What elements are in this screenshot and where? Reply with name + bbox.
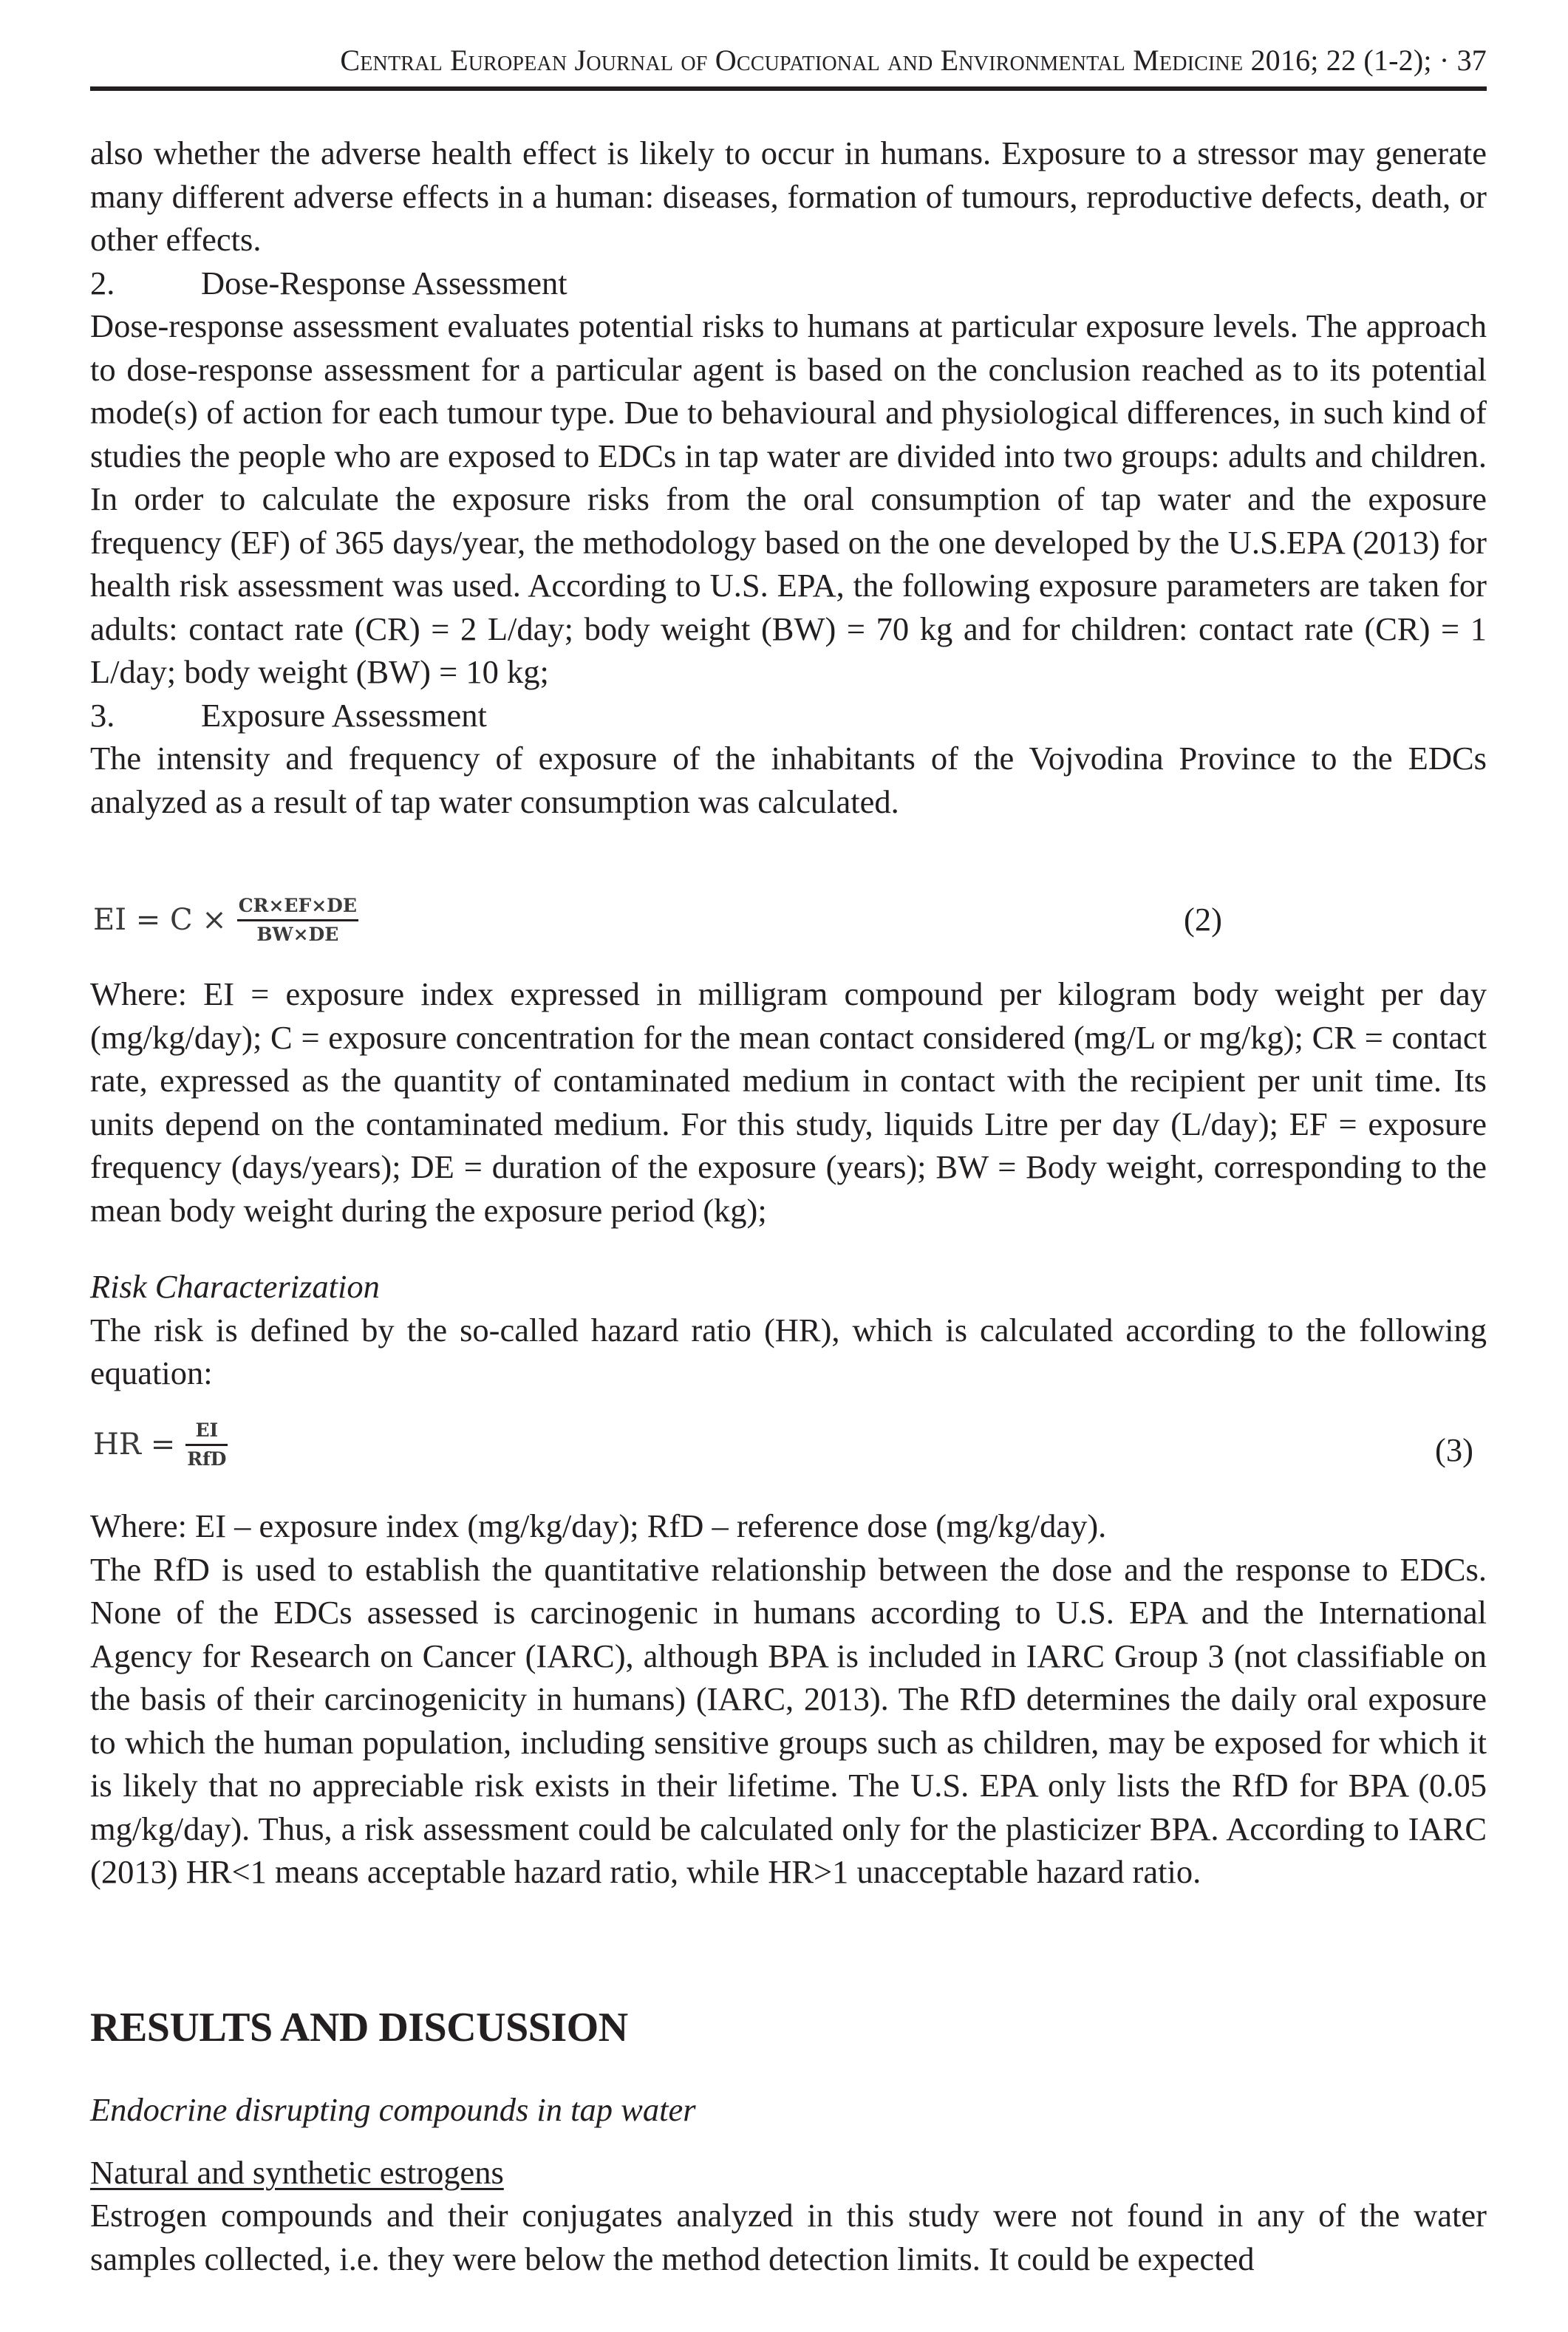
section-title: Exposure Assessment	[201, 696, 487, 734]
body-block-3	[90, 1265, 1487, 1395]
exposure-assessment-paragraph: The intensity and frequency of exposure of the inhabitants of the Vojvodina Province to the EDCs analyzed as a result of tap water consumption was calculated.	[90, 740, 1487, 820]
risk-characterization-heading: Risk Characterization	[90, 1268, 380, 1305]
equation-2-explanation: Where: EI = exposure index expressed in milligram compound per kilogram body weight per day (mg/kg/day); C = exposure concentration for the mean contact considered (mg/L or mg/kg); CR = contact rate, expressed as the quantity of contaminated medium in contact with the recipient per unit time. Its units depend on the contaminated medium. For this study, liquids Litre per day (L/day); EF = exposure frequency (days/years); DE = duration of the exposure (years); BW = Body weight, corresponding to the mean body weight during the exposure period (kg);	[90, 975, 1487, 1229]
equation-2-formula	[93, 883, 358, 957]
results-section	[90, 2004, 1487, 2280]
section-title: Dose-Response Assessment	[201, 264, 567, 301]
rfd-paragraph: The RfD is used to establish the quantitative relationship between the dose and the response to EDCs. None of the EDCs assessed is carcinogenic in humans according to U.S. EPA and the International Agency for Research on Cancer (IARC), although BPA is included in IARC Group 3 (not classifiable on the basis of their carcinogenicity in humans) (IARC, 2013). The RfD determines the daily oral exposure to which the human population, including sensitive groups such as children, may be exposed for which it is likely that no appreciable risk exists in their lifetime. The U.S. EPA only lists the RfD for BPA (0.05 mg/kg/day). Thus, a risk assessment could be calculated only for the plasticizer BPA. According to IARC (2013) HR<1 means acceptable hazard ratio, while HR>1 unacceptable hazard ratio.	[90, 1550, 1487, 1890]
results-subtitle: Endocrine disrupting compounds in tap water	[90, 2091, 696, 2128]
dose-response-paragraph: Dose-response assessment evaluates potential risks to humans at particular exposure levels. The approach to dose-response assessment for a particular agent is based on the conclusion reached as to its potential mode(s) of action for each tumour type. Due to behavioural and physiological differences, in such kind of studies the people who are exposed to EDCs in tap water are divided into two groups: adults and children. In order to calculate the exposure risks from the oral consumption of tap water and the exposure frequency (EF) of 365 days/year, the methodology based on the one developed by the U.S.EPA (2013) for health risk assessment was used. According to U.S. EPA, the following exposure parameters are taken for adults: contact rate (CR) = 2 L/day; body weight (BW) = 70 kg and for children: contact rate (CR) = 1 L/day; body weight (BW) = 10 kg;	[90, 307, 1487, 690]
equation-2	[90, 883, 1487, 957]
citation: 2016; 22 (1-2); · 37	[1250, 44, 1487, 77]
equation-3-formula	[93, 1408, 228, 1482]
intro-paragraph: also whether the adverse health effect is likely to occur in humans. Exposure to a stressor may generate many different adverse effects in a human: diseases, formation of tumours, reproductive defects, death, or other effects.	[90, 134, 1487, 258]
fraction-bar	[185, 1444, 228, 1446]
section-number: 2.	[90, 264, 115, 301]
results-heading: RESULTS AND DISCUSSION	[90, 2005, 628, 2050]
header-rule	[90, 86, 1487, 91]
risk-paragraph: The risk is defined by the so-called hazard ratio (HR), which is calculated according to the following equation:	[90, 1311, 1487, 1391]
equation-3	[90, 1408, 1487, 1482]
equation-lhs: HR =	[93, 1428, 176, 1462]
fraction-bar	[237, 919, 358, 921]
fraction	[185, 1419, 228, 1470]
equation-lhs: EI = C ×	[93, 903, 227, 937]
body-block-2	[90, 972, 1487, 1232]
body-block-4	[90, 1504, 1487, 1894]
equation-3-explanation: Where: EI – exposure index (mg/kg/day); RfD – reference dose (mg/kg/day).	[90, 1507, 1107, 1544]
fraction	[237, 895, 358, 946]
numerator: CR×EF×DE	[238, 894, 357, 916]
denominator: RfD	[187, 1448, 227, 1470]
denominator: BW×DE	[256, 923, 339, 945]
running-header	[90, 43, 1487, 78]
journal-title: Central European Journal of Occupational and Environmental Medicine	[340, 44, 1244, 77]
equation-number: (3)	[1435, 1431, 1473, 1468]
numerator: EI	[195, 1419, 219, 1441]
section-number: 3.	[90, 696, 115, 734]
section-heading-3	[90, 694, 1487, 737]
subsection-heading: Natural and synthetic estrogens	[90, 2153, 504, 2191]
body-block-1	[90, 132, 1487, 823]
equation-number: (2)	[1184, 901, 1222, 938]
section-heading-2	[90, 262, 1487, 305]
results-paragraph: Estrogen compounds and their conjugates analyzed in this study were not found in any of the water samples collected, i.e. they were below the method detection limits. It could be expected	[90, 2197, 1487, 2277]
